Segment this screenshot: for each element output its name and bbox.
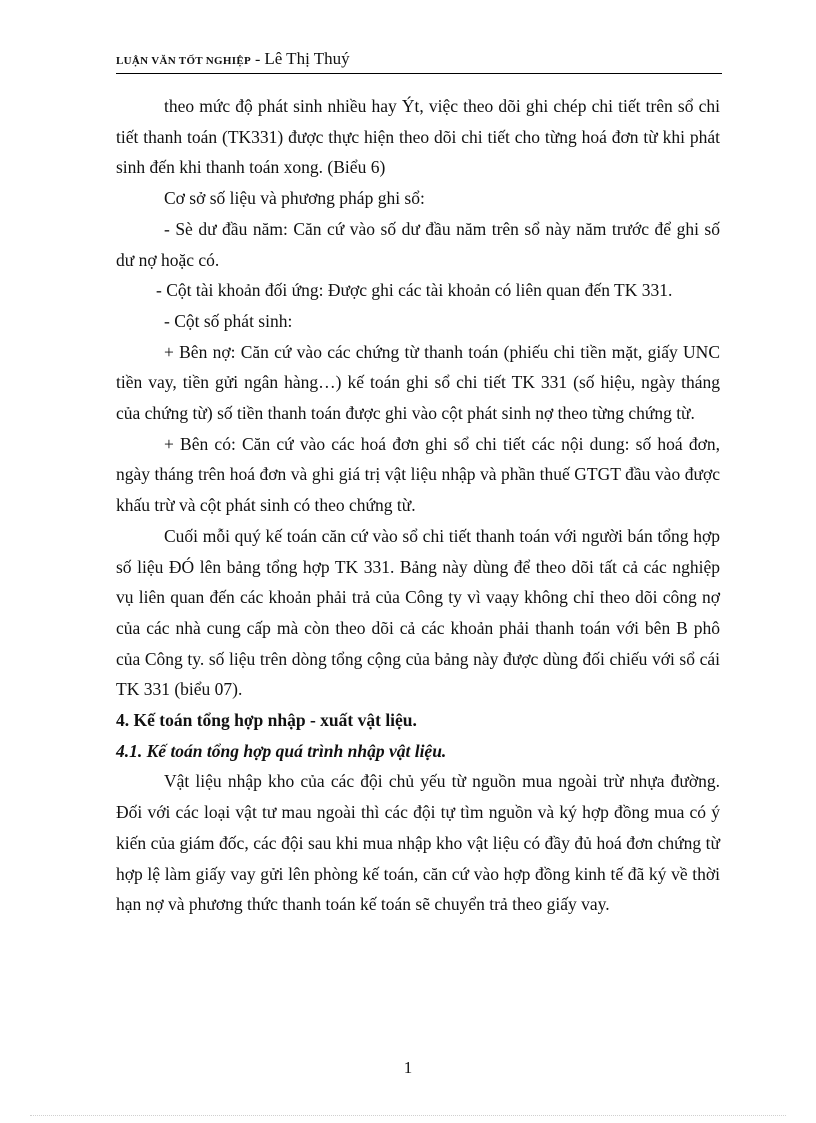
body-paragraph: - Cột tài khoản đối ứng: Được ghi các tài khoản có liên quan đến TK 331.	[156, 280, 673, 301]
body-paragraph: Vật liệu nhập kho của các đội chủ yếu từ nguồn mua ngoài trừ nhựa đường. Đối với các loại vật tư mau ngoài thì các đội tự tìm nguồn và ký hợp đồng mua có ý kiến của giám đốc, các đội sau khi mua nhập kho vật liệu có đầy đủ hoá đơn chứng từ hợp lệ làm giấy vay gửi lên phòng kế toán, căn cứ vào hợp đồng kinh tế đã ký về thời hạn nợ và phương thức thanh toán kế toán sẽ chuyển trả theo giấy vay.	[116, 771, 720, 915]
page-number: 1	[403, 1058, 413, 1077]
body-paragraph: theo mức độ phát sinh nhiều hay Ýt, việc theo dõi ghi chép chi tiết trên sổ chi tiết thanh toán (TK331) được thực hiện theo dõi chi tiết cho từng hoá đơn từ khi phát sinh đến khi thanh toán xong. (Biểu 6)	[116, 96, 720, 178]
author-name: Lê Thị Thuý	[264, 49, 350, 68]
header-separator: -	[250, 51, 265, 68]
document-body	[116, 91, 720, 920]
footer-divider	[30, 1115, 786, 1116]
body-paragraph: Cơ sở số liệu và phương pháp ghi sổ:	[164, 188, 425, 209]
body-paragraph: - Cột số phát sinh:	[164, 310, 293, 331]
body-paragraph: - Sè dư đầu năm: Căn cứ vào số dư đầu năm trên sổ này năm trước để ghi số dư nợ hoặc có.	[116, 218, 720, 270]
body-paragraph: Cuối mỗi quý kế toán căn cứ vào sổ chi tiết thanh toán với người bán tổng hợp số liệu ĐÓ lên bảng tổng hợp TK 331. Bảng này dùng để theo dõi tất cả các nghiệp vụ liên quan đến các khoản phải trả của Công ty vì vaạy không chỉ theo dõi công nợ của các nhà cung cấp mà còn theo dõi cả các khoản phải thanh toán với bên B phô của Công ty. số liệu trên dòng tổng cộng của bảng này được dùng đối chiếu với sổ cái TK 331 (biểu 07).	[116, 525, 720, 700]
body-paragraph: + Bên nợ: Căn cứ vào các chứng từ thanh toán (phiếu chi tiền mặt, giấy UNC tiền vay, tiền gửi ngân hàng…) kế toán ghi sổ chi tiết TK 331 (số hiệu, ngày tháng của chứng từ) số tiền thanh toán được ghi vào cột phát sinh nợ theo từng chứng từ.	[116, 341, 720, 424]
subsection-heading: 4.1. Kế toán tổng hợp quá trình nhập vật liệu.	[116, 740, 447, 761]
body-paragraph: + Bên có: Căn cứ vào các hoá đơn ghi sổ chi tiết các nội dung: số hoá đơn, ngày tháng trên hoá đơn và ghi giá trị vật liệu nhập và phần thuế GTGT đầu vào được khấu trừ và cột phát sinh có theo chứng từ.	[116, 433, 720, 516]
page-header	[116, 49, 722, 74]
section-heading: 4. Kế toán tổng hợp nhập - xuất vật liệu.	[116, 710, 417, 731]
thesis-label: LUẬN VĂN TỐT NGHIỆP	[116, 55, 251, 67]
